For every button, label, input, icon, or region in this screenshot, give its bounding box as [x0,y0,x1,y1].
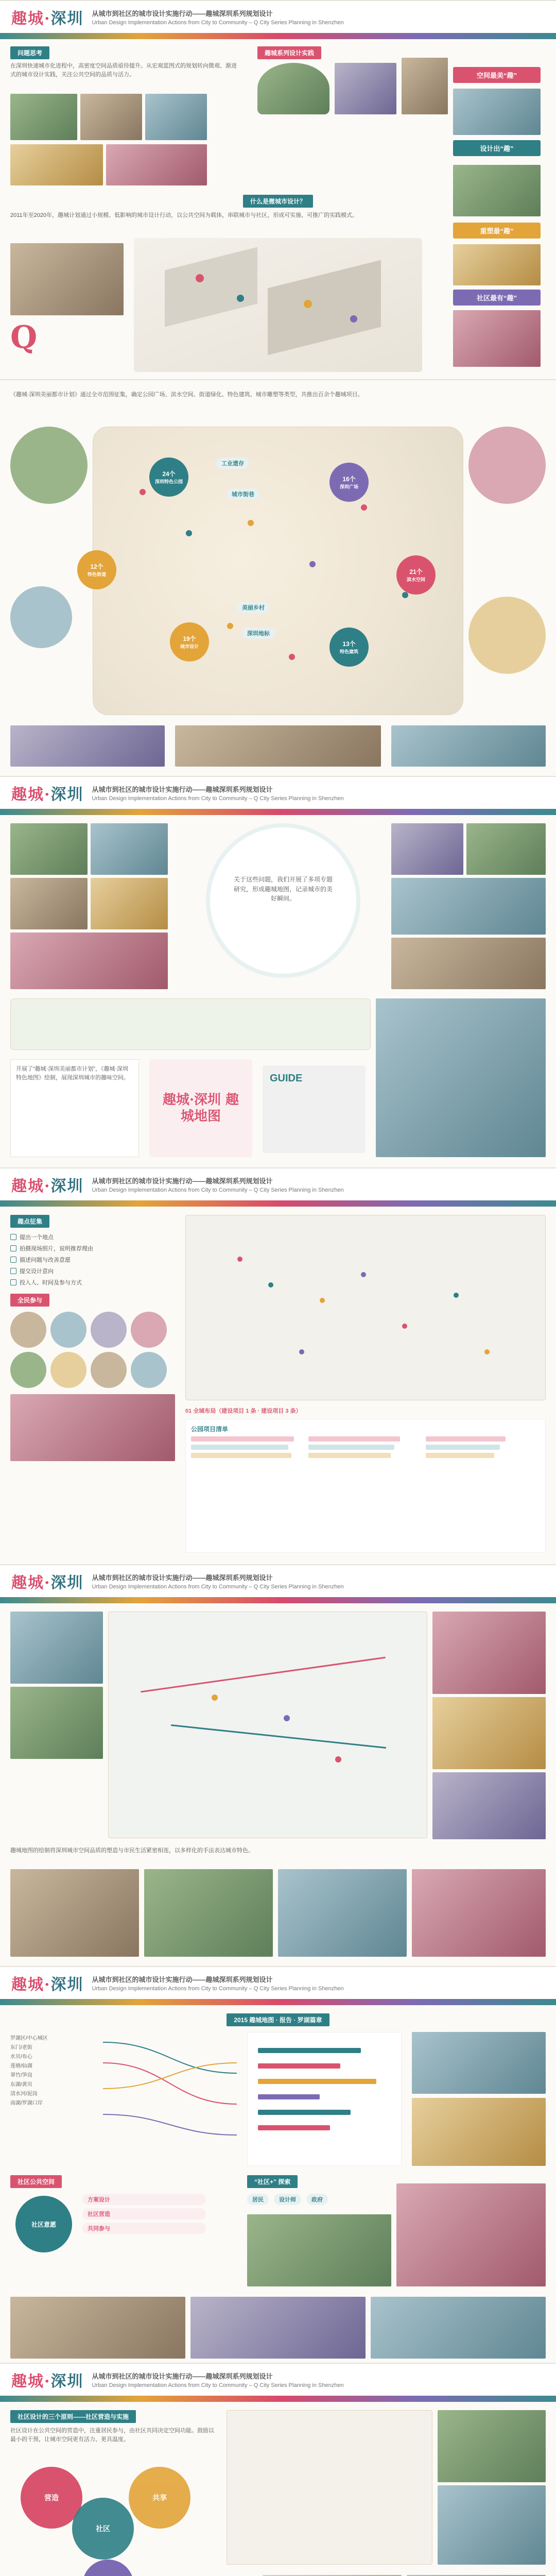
board5-text: 趣城地图的绘制将深圳城市空间品质的塑造与市民生活紧密相连，以多样化的手法表达城市特色。 [10,1848,254,1854]
count-plaza: 16个 深圳广场 [329,463,369,502]
board-7: 趣城·深圳 从城市到社区的城市设计实施行动——趣城深圳系列规划设计 Urban Design Implementation Actions from City to Community – Q City Series Planning in Shenzhen 社区设计的三个原则——社区营造与实施 社区设计在公共空间的营造中，注重居民参与，由社区共同决定空间功能。鼓励以最小的干预，让城市空间更有活力、更具温度。 营造 社区 共享 [0,2363,556,2576]
photo-blob-2 [10,586,72,648]
board-header: 趣城·深圳 从城市到社区的城市设计实施行动——趣城深圳系列规划设计 Urban Design Implementation Actions from City to Community – Q City Series Planning in Shenzhen [0,777,556,809]
label-industrial: 工业遗存 [216,457,249,469]
section-title-problem: 问题思考 [10,46,49,59]
list-item: 莲塘/仙湖 [10,2063,32,2069]
intro-text: 在深圳快速城市化进程中，高密度空间品质亟待提升。从宏观蓝图式的规划转向微观、渐进式的城市设计实践，关注公共空间的品质与活力。 [10,63,237,78]
photo-b6-3 [247,2214,391,2286]
check-item: 提出一个地点 [10,1233,175,1241]
label-space-fun: 空间最美“趣” [453,67,541,83]
map-book [263,1065,366,1153]
photo-community [106,144,207,185]
map-title-card [149,1059,252,1157]
photo-b5-5 [432,1772,546,1839]
principle-circle-2: 社区 [72,2498,134,2560]
center-text: 关于这些问题，我们开展了多项专题研究，形成趣城地图，记录城市的美好瞬间。 [233,876,333,903]
photo-bottom-3 [391,725,546,767]
photo-b5-3 [432,1612,546,1694]
label-design-fun: 设计出“趣” [453,140,541,156]
photo-plaza [10,144,103,185]
check-item: 提交设计意向 [10,1267,175,1275]
checkbox-icon [10,1257,16,1263]
label-landmark: 深圳地标 [242,628,275,639]
list-item: 南湖/罗湖口岸 [10,2100,43,2106]
photo-b5-2 [10,1687,103,1759]
photo-right-4 [453,310,541,367]
photo-right-2 [453,165,541,216]
check-item: 描述问题与改善意愿 [10,1256,175,1264]
side-text-card [10,1059,139,1157]
map-title: 趣城·深圳 趣城地图 [162,1092,239,1124]
board2-paragraph: 《趣城·深圳美丽都市计划》通过全市范围征集，确定公园广场、滨水空间、街道绿化、特色建筑、城市雕塑等类型，共推出百余个趣城项目。 [10,392,363,398]
list-title: 公园项目清单 [191,1426,229,1433]
section-title-report: 2015 趣城地图 · 报告 · 罗湖篇章 [227,2013,329,2026]
list-item: 水贝/布心 [10,2054,32,2060]
district-list [10,2032,103,2108]
guide-badge: GUIDE [270,1073,303,1084]
checkbox-icon [10,1245,16,1251]
photo-right-3 [453,244,541,285]
section-title-collect: 趣点征集 [10,1215,49,1228]
board-4: 趣城·深圳 从城市到社区的城市设计实施行动——趣城深圳系列规划设计 Urban Design Implementation Actions from City to Community – Q City Series Planning in Shenzhen 趣点征集 提出一个地点 拍摄现场照片，说明推荐理由 描述问题与改善意愿 提交设计意向 投入人、时间及参与方式 全民参与 01 全域布局（建设项目 1 条 · 建设项目 3 条） 公园项目清单 [0,1167,556,1564]
section-title-community-plus: “社区+” 探索 [247,2175,298,2188]
strip-map [10,998,371,1050]
section-title-community: 社区公共空间 [10,2175,62,2188]
avatar [10,1352,46,1388]
photo-b7-2 [438,2485,546,2565]
photo-b5-6 [10,1869,139,1957]
photo-b5-8 [278,1869,407,1957]
photo-right-1 [453,89,541,135]
avatar [10,1312,46,1348]
list-item: 东门/老街 [10,2045,32,2050]
route-map [108,1612,427,1838]
photo-b5-7 [144,1869,273,1957]
avatar [131,1312,167,1348]
district-map [185,1215,546,1400]
photo-b5-1 [10,1612,103,1684]
header-ribbon [0,33,556,39]
photo-street [80,94,142,140]
list-item: 罗湖区/中心城区 [10,2036,48,2041]
board7-paragraph: 社区设计在公共空间的营造中，注重居民参与，由社区共同决定空间功能。鼓励以最小的干预，让城市空间更有活力、更具温度。 [10,2428,214,2443]
flow-circle: 社区意愿 [15,2196,72,2252]
photo-grid-2 [91,823,168,875]
photo-bottom-1 [10,725,165,767]
map-note: 01 全域布局（建设项目 1 条 · 建设项目 3 条） [185,1408,302,1414]
principle-circle-4 [82,2560,134,2576]
photo-park [10,94,77,140]
photo-model [10,243,124,315]
photo-blob-3 [468,427,546,504]
photo-grid-9 [391,938,546,989]
photo-b5-9 [412,1869,546,1957]
role-row: 居民 设计师 政府 [247,2194,328,2205]
photo-b6-2 [412,2098,546,2166]
avatar [50,1352,86,1388]
avatar [131,1352,167,1388]
section-title-micro: 什么是微城市设计？ [243,195,313,208]
checkbox-icon [10,1234,16,1240]
header-titles [92,8,343,26]
photo-b6-4 [396,2183,546,2286]
section-title-practice: 趣城系列设计实践 [257,46,321,59]
avatar [91,1352,127,1388]
photo-b6-5 [10,2297,185,2359]
title-en: Urban Design Implementation Actions from City to Community – Q City Series Planning in Shenzhen [92,20,344,26]
photo-waterfront [145,94,207,140]
photo-b6-1 [412,2032,546,2094]
photo-bottom-2 [175,725,381,767]
board-2 [0,379,556,776]
section-title-principles: 社区设计的三个原则——社区营造与实施 [10,2410,136,2423]
photo-lane [335,63,396,114]
count-waterfront: 21个 滨水空间 [396,555,436,595]
avatar [50,1312,86,1348]
photo-grid-6 [391,823,463,875]
label-lanes: 城市街巷 [227,488,259,500]
photo-circle-park [257,63,329,114]
list-item: 清水河/泥岗 [10,2091,38,2097]
label-village: 美丽乡村 [237,602,270,613]
tag-q: Q [10,319,38,355]
board-1 [0,0,556,379]
sankey-lines [103,2032,237,2166]
flow-steps: 方案设计 社区营造 共同参与 [82,2194,206,2237]
list-item: 翠竹/笋岗 [10,2073,32,2078]
check-item: 投入人、时间及参与方式 [10,1278,175,1286]
photo-grid-4 [91,878,168,929]
photo-event [10,1394,175,1461]
photo-grid-7 [466,823,546,875]
community-map [227,2410,432,2565]
board-6: 趣城·深圳 从城市到社区的城市设计实施行动——趣城深圳系列规划设计 Urban Design Implementation Actions from City to Community – Q City Series Planning in Shenzhen 2015 趣城地图 · 报告 · 罗湖篇章 罗湖区/中心城区 东门/老街 水贝/布心 莲塘/仙湖 翠竹/笋岗 东湖/黄贝 清水河/泥岗 南湖/罗湖口岸 社区公共空间 社区意愿 方案设计 社区营造 共同参与 “社区+” 探索 居民 设计师 政府 [0,1966,556,2363]
count-buildings: 13个 特色建筑 [329,628,369,667]
photo-b6-7 [371,2297,546,2359]
photo-b6-6 [190,2297,366,2359]
logo: 趣城·深圳 [11,10,84,28]
photo-grid-1 [10,823,88,875]
check-panel [10,1215,175,1461]
photo-grid-5 [10,933,168,989]
photo-gate [402,58,448,114]
photo-grid-8 [391,878,546,935]
principle-circle-1: 营造 [21,2467,82,2529]
avatar [91,1312,127,1348]
label-reshape-fun: 重塑最“趣” [453,223,541,239]
checkbox-icon [10,1268,16,1274]
header-ribbon [0,809,556,815]
count-parks: 24个 深圳特色公园 [149,457,188,497]
principle-circle-3: 共享 [129,2467,190,2529]
bar-panel [247,2032,402,2166]
count-streets: 12个 特色街道 [77,550,116,589]
project-list [185,1419,546,1553]
map-large [376,998,546,1157]
photo-blob-1 [10,427,88,504]
photo-blob-4 [468,597,546,674]
micro-paragraph: 2011年至2020年，趣城计划通过小规模、低影响的城市设计行动，以公共空间为载体，串联城市与社区，形成可实施、可推广的实践模式。 [10,212,358,218]
board-3 [0,776,556,1167]
check-item: 拍摄现场照片，说明推荐理由 [10,1244,175,1252]
board-header [0,1,556,33]
title-cn: 从城市到社区的城市设计实施行动——趣城深圳系列规划设计 [92,10,273,18]
photo-b7-1 [438,2410,546,2482]
board-5: 趣城·深圳 从城市到社区的城市设计实施行动——趣城深圳系列规划设计 Urban Design Implementation Actions from City to Community – Q City Series Planning in Shenzhen 趣城地图的绘制将深圳城市空间品质的塑造与市民生活紧密相连，以多样化的手法表达城市特色。 [0,1564,556,1966]
photo-b5-4 [432,1697,546,1769]
photo-grid-3 [10,878,88,929]
list-item: 东湖/黄贝 [10,2082,32,2088]
checkbox-icon [10,1279,16,1285]
label-community-fun: 社区最有“趣” [453,290,541,306]
side-text: 开展了“趣城·深圳美丽都市计划”，《趣城·深圳特色地图》绘制，展现深圳城市的趣味空间。 [16,1066,129,1081]
section-title-participation: 全民参与 [10,1294,49,1307]
isometric-diagram [134,238,422,372]
count-design: 19个 城市设计 [170,622,209,662]
